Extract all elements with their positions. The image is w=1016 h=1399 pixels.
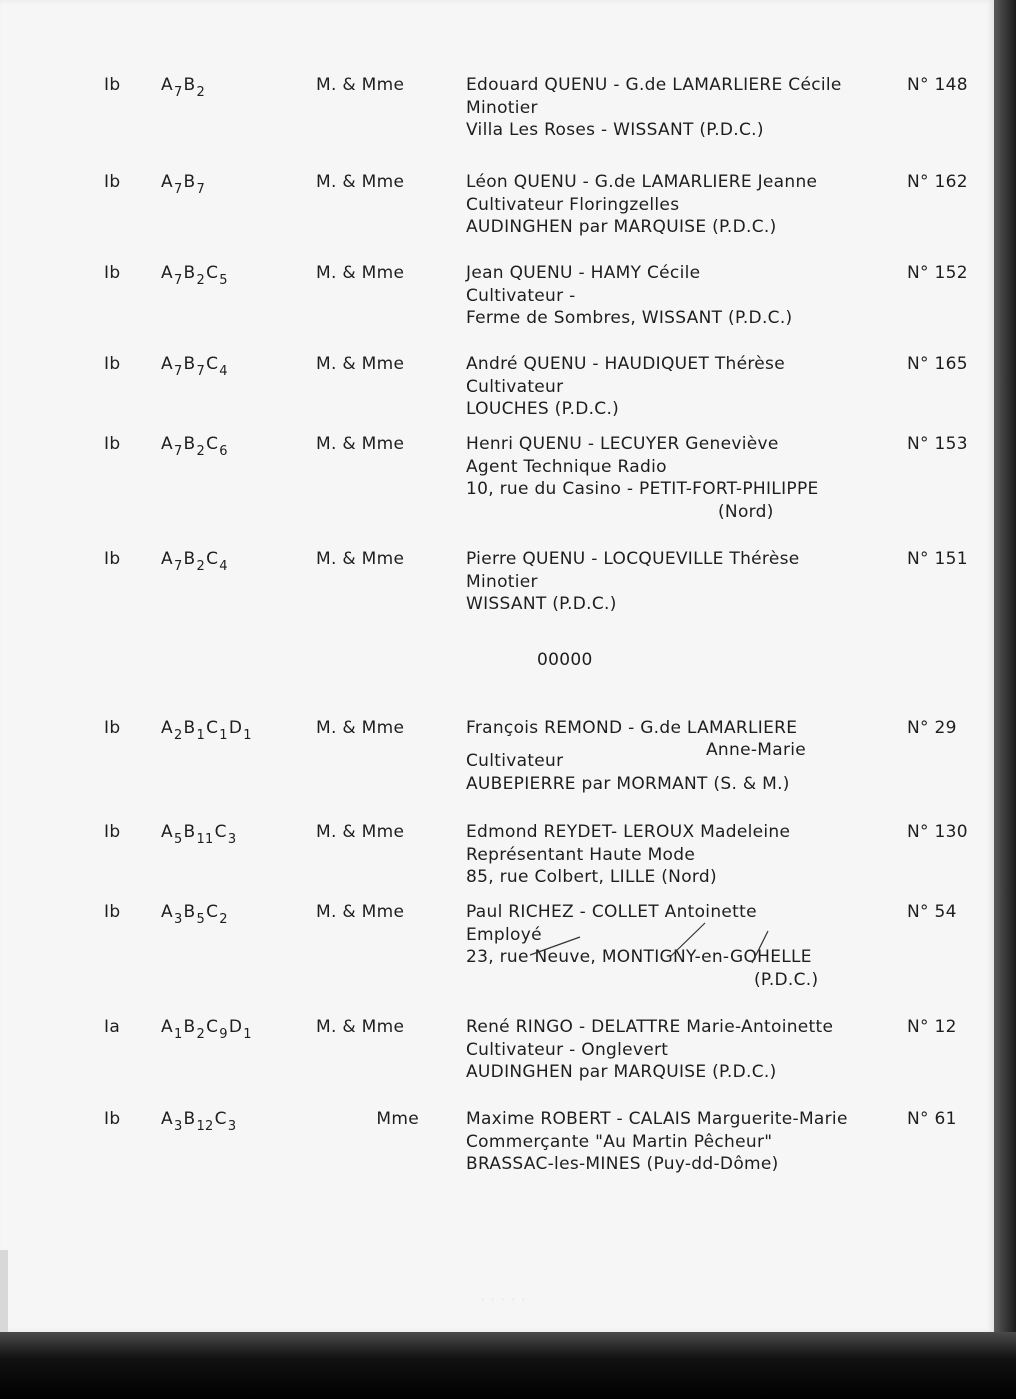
entry-class: Ib — [104, 75, 121, 95]
entry-name-line: François REMOND - G.de LAMARLIERE — [466, 718, 798, 738]
entry-address-line: AUDINGHEN par MARQUISE (P.D.C.) — [466, 1062, 777, 1082]
entry-class: Ib — [104, 172, 121, 192]
entry-address-line: 23, rue Neuve, MONTIGNY-en-GOHELLE — [466, 947, 812, 967]
civility: M. & Mme — [316, 75, 405, 95]
entry-number: N° 12 — [907, 1017, 957, 1037]
entry-address-line: BRASSAC-les-MINES (Puy-dd-Dôme) — [466, 1154, 779, 1174]
entry-address-line: AUBEPIERRE par MORMANT (S. & M.) — [466, 773, 790, 794]
entry-number: N° 153 — [907, 434, 968, 454]
entry-name-line: Henri QUENU - LECUYER Geneviève — [466, 434, 779, 454]
civility: Mme — [376, 1109, 419, 1129]
handwritten-strike-marks — [520, 915, 780, 965]
entry-details — [466, 171, 817, 239]
genealogy-code: $A_7B_2$ — [161, 75, 206, 100]
genealogy-code: $A_7B_2C_4$ — [161, 549, 228, 574]
entry-name-line: Léon QUENU - G.de LAMARLIERE Jeanne — [466, 172, 818, 192]
genealogy-code: $A_3B_5C_2$ — [161, 902, 228, 927]
entry-address-line: Villa Les Roses - WISSANT (P.D.C.) — [466, 120, 764, 140]
entry-number: N° 130 — [907, 822, 968, 842]
entry-number: N° 54 — [907, 902, 957, 922]
entry-region-line: (P.D.C.) — [754, 969, 819, 990]
entry-profession-line: Minotier — [466, 571, 538, 592]
entry-class: Ib — [104, 902, 121, 922]
entry-class: Ib — [104, 1109, 121, 1129]
entry-address-line: LOUCHES (P.D.C.) — [466, 399, 620, 419]
scan-edge-shadow-bottom — [0, 1332, 1016, 1399]
section-separator: 00000 — [537, 650, 593, 670]
civility: M. & Mme — [316, 902, 405, 922]
entry-details — [466, 353, 785, 421]
bleed-through-marks: · · · · · — [480, 1290, 526, 1309]
entry-details — [466, 1016, 833, 1084]
entry-details — [466, 821, 790, 889]
civility: M. & Mme — [316, 549, 405, 569]
entry-details — [466, 548, 800, 616]
civility: M. & Mme — [316, 434, 405, 454]
entry-name-line: René RINGO - DELATTRE Marie-Antoinette — [466, 1017, 834, 1037]
page-edge — [0, 1250, 8, 1332]
entry-class: Ib — [104, 263, 121, 283]
entry-number: N° 162 — [907, 172, 968, 192]
entry-number: N° 29 — [907, 718, 957, 738]
genealogy-code: $A_3B_{12}C_3$ — [161, 1109, 237, 1134]
genealogy-code: $A_1B_2C_9D_1$ — [161, 1017, 252, 1042]
entry-details — [466, 1108, 848, 1176]
entry-name-line: Jean QUENU - HAMY Cécile — [466, 263, 701, 283]
entry-number: N° 61 — [907, 1109, 957, 1129]
genealogy-code: $A_7B_2C_5$ — [161, 263, 228, 288]
entry-profession-line: Cultivateur — [466, 376, 564, 397]
entry-region-line: (Nord) — [718, 501, 774, 522]
entry-details — [466, 262, 792, 330]
civility: M. & Mme — [316, 172, 405, 192]
civility: M. & Mme — [316, 718, 405, 738]
entry-profession-line: Employé — [466, 924, 542, 945]
entry-class: Ib — [104, 354, 121, 374]
entry-name-line: Pierre QUENU - LOCQUEVILLE Thérèse — [466, 549, 800, 569]
entry-details — [466, 717, 806, 795]
genealogy-code: $A_7B_2C_6$ — [161, 434, 228, 459]
entry-class: Ib — [104, 434, 121, 454]
entry-class: Ib — [104, 549, 121, 569]
entry-profession-line: Minotier — [466, 97, 538, 118]
entry-class: Ib — [104, 822, 121, 842]
entry-address-line: 10, rue du Casino - PETIT-FORT-PHILIPPE — [466, 479, 819, 499]
genealogy-code: $A_7B_7$ — [161, 172, 206, 197]
scan-edge-shadow-right — [994, 0, 1016, 1399]
genealogy-code: $A_7B_7C_4$ — [161, 354, 228, 379]
entry-number: N° 152 — [907, 263, 968, 283]
entry-address-line: AUDINGHEN par MARQUISE (P.D.C.) — [466, 217, 777, 237]
entry-class: Ib — [104, 718, 121, 738]
entry-profession-line: Cultivateur Floringzelles — [466, 194, 680, 215]
entry-number: N° 151 — [907, 549, 968, 569]
entry-profession-line: Agent Technique Radio — [466, 456, 667, 477]
entry-profession-line: Cultivateur - Onglevert — [466, 1039, 669, 1060]
entry-profession-line: Cultivateur - — [466, 285, 576, 306]
entry-name-line: Edouard QUENU - G.de LAMARLIERE Cécile — [466, 75, 842, 95]
entry-profession-line: Cultivateur — [466, 751, 564, 771]
entry-address-line: WISSANT (P.D.C.) — [466, 594, 617, 614]
civility: M. & Mme — [316, 263, 405, 283]
entry-name-continuation: Anne-Marie — [706, 739, 807, 760]
entry-name-line: André QUENU - HAUDIQUET Thérèse — [466, 354, 785, 374]
entry-address-line: 85, rue Colbert, LILLE (Nord) — [466, 867, 717, 887]
entry-address-line: Ferme de Sombres, WISSANT (P.D.C.) — [466, 308, 793, 328]
entry-details — [466, 74, 842, 142]
entry-details — [466, 433, 819, 523]
civility: M. & Mme — [316, 822, 405, 842]
entry-profession-line: Commerçante "Au Martin Pêcheur" — [466, 1131, 773, 1152]
entry-name-line: Paul RICHEZ - COLLET Antoinette — [466, 902, 757, 922]
genealogy-code: $A_2B_1C_1D_1$ — [161, 718, 252, 743]
genealogy-code: $A_5B_{11}C_3$ — [161, 822, 237, 847]
entry-profession-line: Représentant Haute Mode — [466, 844, 696, 865]
entry-number: N° 148 — [907, 75, 968, 95]
entry-number: N° 165 — [907, 354, 968, 374]
civility: M. & Mme — [316, 1017, 405, 1037]
entry-name-line: Edmond REYDET- LEROUX Madeleine — [466, 822, 791, 842]
civility: M. & Mme — [316, 354, 405, 374]
entry-class: Ia — [104, 1017, 121, 1037]
entry-name-line: Maxime ROBERT - CALAIS Marguerite-Marie — [466, 1109, 848, 1129]
